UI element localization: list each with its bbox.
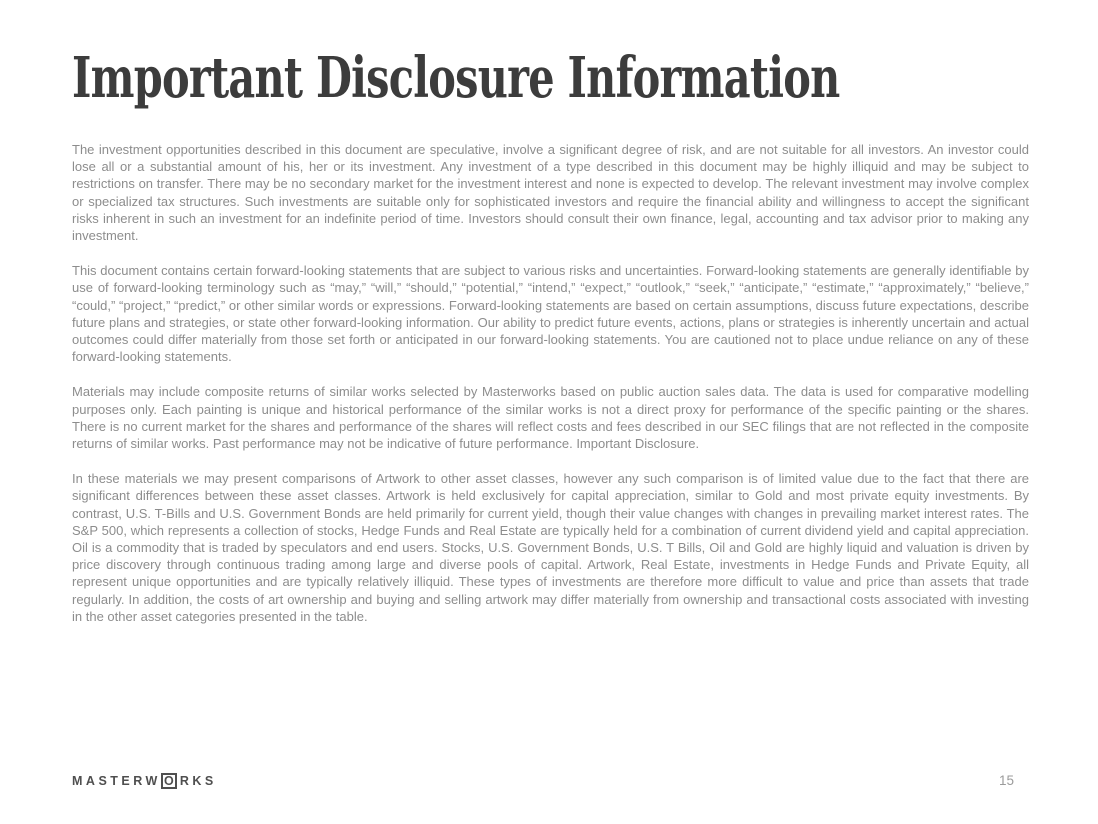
logo-text-prefix: MASTERW	[72, 773, 161, 788]
disclosure-paragraph-composite-returns: Materials may include composite returns of similar works selected by Masterworks based on public auction sales data. The data is used for comparative modelling purposes only. Each painting is unique and historical performance of the similar works is not a direct proxy for performance of the specific painting or the shares. There is no current market for the shares and performance of the shares will reflect costs and fees described in our SEC filings that are not reflected in the composite returns of similar works. Past performance may not be indicative of future performance. Important Disclosure.	[72, 384, 1029, 452]
logo-boxed-o-icon: O	[161, 773, 177, 789]
disclosure-paragraph-forward-looking: This document contains certain forward-looking statements that are subject to various risks and uncertainties. Forward-looking statements are generally identifiable by use of forward-looking terminology such as “may,” “will,” “should,” “potential,” “intend,” “expect,” “outlook,” “seek,” “anticipate,” “estimate,” “approximately,” “believe,” “could,” “project,” “predict,” or other similar words or expressions. Forward-looking statements are based on certain assumptions, discuss future expectations, describe future plans and strategies, or state other forward-looking information. Our ability to predict future events, actions, plans or strategies is inherently uncertain and actual outcomes could differ materially from those set forth or anticipated in our forward-looking statements. You are cautioned not to place undue reliance on any of these forward-looking statements.	[72, 263, 1029, 365]
disclosure-text-block	[72, 141, 1029, 625]
logo-text-suffix: RKS	[179, 773, 217, 788]
masterworks-logo	[72, 773, 217, 789]
disclosure-paragraph-asset-comparison: In these materials we may present comparisons of Artwork to other asset classes, however any such comparison is of limited value due to the fact that there are significant differences between these asset classes. Artwork is held exclusively for capital appreciation, similar to Gold and most private equity investments. By contrast, U.S. T-Bills and U.S. Government Bonds are held primarily for current yield, though their value changes with changes in prevailing market interest rates. The S&P 500, which represents a collection of stocks, Hedge Funds and Real Estate are typically held for a combination of current dividend yield and capital appreciation. Oil is a commodity that is traded by speculators and end users. Stocks, U.S. Government Bonds, U.S. T Bills, Oil and Gold are highly liquid and valuation is driven by price discovery through continuous trading among large and diverse pools of capital. Artwork, Real Estate, investments in Hedge Funds and Private Equity, all represent unique opportunities and are typically relatively illiquid. These types of investments are therefore more difficult to value and price than assets that trade regularly. In addition, the costs of art ownership and buying and selling artwork may differ materially from ownership and transactional costs associated with investing in the other asset categories presented in the table.	[72, 471, 1029, 624]
page-title: Important Disclosure Information	[72, 45, 840, 111]
disclosure-paragraph-risk: The investment opportunities described in this document are speculative, involve a significant degree of risk, and are not suitable for all investors. An investor could lose all or a substantial amount of his, her or its investment. Any investment of a type described in this document may be highly illiquid and may be subject to restrictions on transfer. There may be no secondary market for the investment interest and none is expected to develop. The relevant investment may involve complex or specialized tax structures. Such investments are suitable only for sophisticated investors and require the financial ability and willingness to accept the significant risks inherent in such an investment for an indefinite period of time. Investors should consult their own finance, legal, accounting and tax advisor prior to making any investment.	[72, 142, 1029, 244]
page-number: 15	[999, 773, 1015, 788]
